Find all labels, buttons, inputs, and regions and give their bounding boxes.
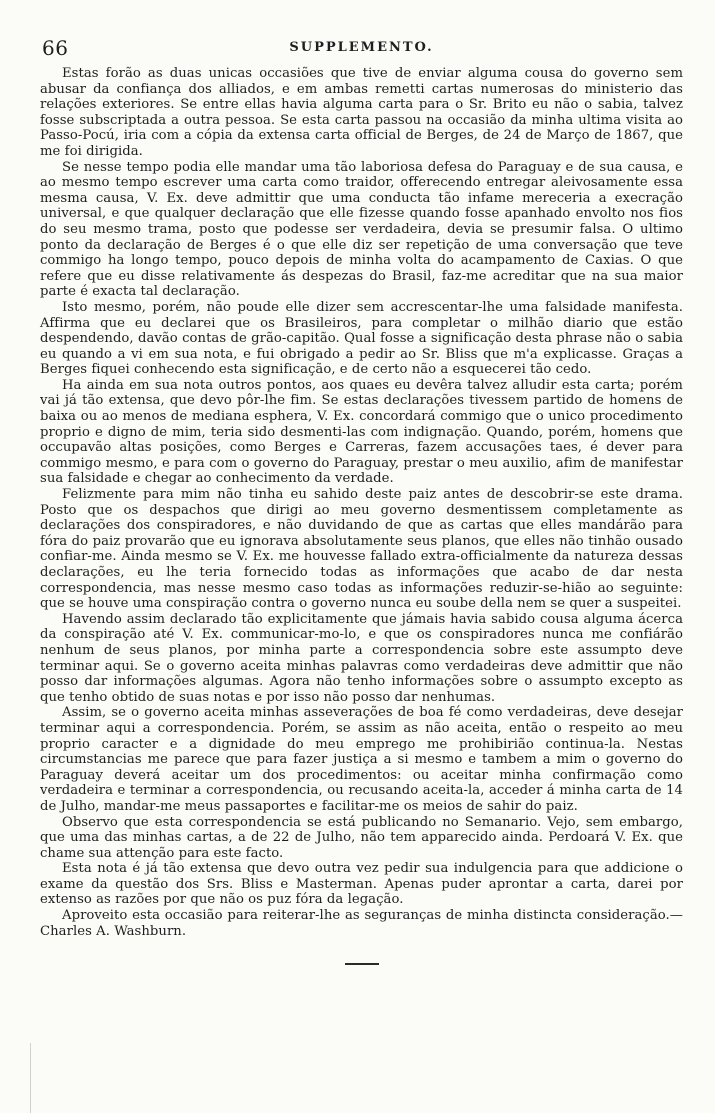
page-number: 66 (42, 36, 69, 60)
paragraph: Havendo assim declarado tão explicitamente que jámais havia sabido cousa alguma ácerca da conspiração até V. Ex. communicar-mo-lo, e que os conspiradores nunca me confiárão nenhum de seus planos, por minha parte a correspondencia sobre este assumpto deve terminar aqui. Se o governo aceita minhas palavras como verdadeiras deve admittir que não posso dar informações algumas. Agora não tenho informações sobre o assumpto excepto as que tenho obtido de suas notas e por isso não posso dar nenhumas. (40, 611, 683, 705)
paragraph: Esta nota é já tão extensa que devo outra vez pedir sua indulgencia para que addicione o exame da questão dos Srs. Bliss e Masterman. Apenas puder aprontar a carta, darei por extenso as razões por que não os puz fóra da legação. (40, 861, 683, 908)
document-page (40, 36, 683, 965)
end-rule (345, 963, 379, 965)
paragraph: Observo que esta correspondencia se está publicando no Semanario. Vejo, sem embargo, que uma das minhas cartas, a de 22 de Julho, não tem apparecido ainda. Perdoará V. Ex. que chame sua attenção para este facto. (40, 814, 683, 861)
paragraph: Isto mesmo, porém, não poude elle dizer sem accrescentar-lhe uma falsidade manifesta. Affirma que eu declarei que os Brasileiros, para completar o milhão diario que estão despendendo, davão contas de grão-capitão. Qual fosse a significação desta phrase não o sabia eu quando a vi em sua nota, e fui obrigado a pedir ao Sr. Bliss que m'a explicasse. Graças a Berges fiquei conhecendo esta significação, e de certo não a esquecerei tão cedo. (40, 299, 683, 378)
page-edge-mark (0, 1043, 31, 1113)
running-head: SUPPLEMENTO. (289, 40, 434, 55)
paragraph: Estas forão as duas unicas occasiões que tive de enviar alguma cousa do governo sem abusar da confiança dos alliados, e em ambas remetti cartas numerosas do ministerio das relações exteriores. Se entre ellas havia alguma carta para o Sr. Brito eu não o sabia, talvez fosse subscriptada a outra pessoa. Se esta carta passou na occasião da minha ultima visita ao Passo-Pocú, iria com a cópia da extensa carta official de Berges, de 24 de Março de 1867, que me foi dirigida. (40, 66, 683, 159)
paragraph: Ha ainda em sua nota outros pontos, aos quaes eu devêra talvez alludir esta carta; porém vai já tão extensa, que devo pôr-lhe fim. Se estas declarações tivessem partido de homens de baixa ou ao menos de mediana esphera, V. Ex. concordará commigo que o unico procedimento proprio e digno de mim, teria sido desmenti-las com indignação. Quando, porém, homens que occupavão altas posições, como Berges e Carreras, fazem accusações taes, é dever para commigo mesmo, e para com o governo do Paraguay, prestar o meu auxilio, afim de manifestar sua falsidade e chegar ao conhecimento da verdade. (40, 377, 683, 487)
page-header (40, 36, 683, 58)
body-text (40, 66, 683, 939)
paragraph: Assim, se o governo aceita minhas asseverações de boa fé como verdadeiras, deve desejar terminar aqui a correspondencia. Porém, se assim as não aceita, então o respeito ao meu proprio caracter e a dignidade do meu emprego me prohibirião continua-la. Nestas circumstancias me parece que para fazer justiça a si mesmo e tambem a mim o governo do Paraguay deverá aceitar um dos procedimentos: ou aceitar minha confirmação como verdadeira e terminar a correspondencia, ou recusando aceita-la, acceder á minha carta de 14 de Julho, mandar-me meus passaportes e facilitar-me os meios de sahir do paiz. (40, 705, 683, 814)
paragraph: Se nesse tempo podia elle mandar uma tão laboriosa defesa do Paraguay e de sua causa, e ao mesmo tempo escrever uma carta como traidor, offerecendo entregar aleivosamente essa mesma causa, V. Ex. deve admittir que uma conducta tão infame mereceria a execração universal, e que qualquer declaração que elle fizesse quando fosse apanhado envolto nos fios do seu mesmo trama, posto que podesse ser verdadeira, devia se presumir falsa. O ultimo ponto da declaração de Berges é o que elle diz ser repetição de uma conversação que teve commigo ha longo tempo, pouco depois de minha volta do acampamento de Caxias. O que refere que eu disse relativamente ás despezas do Brasil, faz-me acreditar que na sua maior parte é exacta tal declaração. (40, 159, 683, 300)
paragraph: Felizmente para mim não tinha eu sahido deste paiz antes de descobrir-se este drama. Posto que os despachos que dirigi ao meu governo desmentissem completamente as declarações dos conspiradores, e não duvidando de que as cartas que elles mandárão para fóra do paiz provarão que eu ignorava absolutamente seus planos, que elles não tinhão ousado confiar-me. Ainda mesmo se V. Ex. me houvesse fallado extra-officialmente da natureza dessas declarações, eu lhe teria fornecido todas as informações que acabo de dar nesta correspondencia, mas nesse mesmo caso todas as informações reduzir-se-hião ao seguinte: que se houve uma conspiração contra o governo nunca eu soube della nem se quer a suspeitei. (40, 487, 683, 612)
paragraph-closing: Aproveito esta occasião para reiterar-lhe as seguranças de minha distincta consideração.— Charles A. Washburn. (40, 908, 683, 939)
